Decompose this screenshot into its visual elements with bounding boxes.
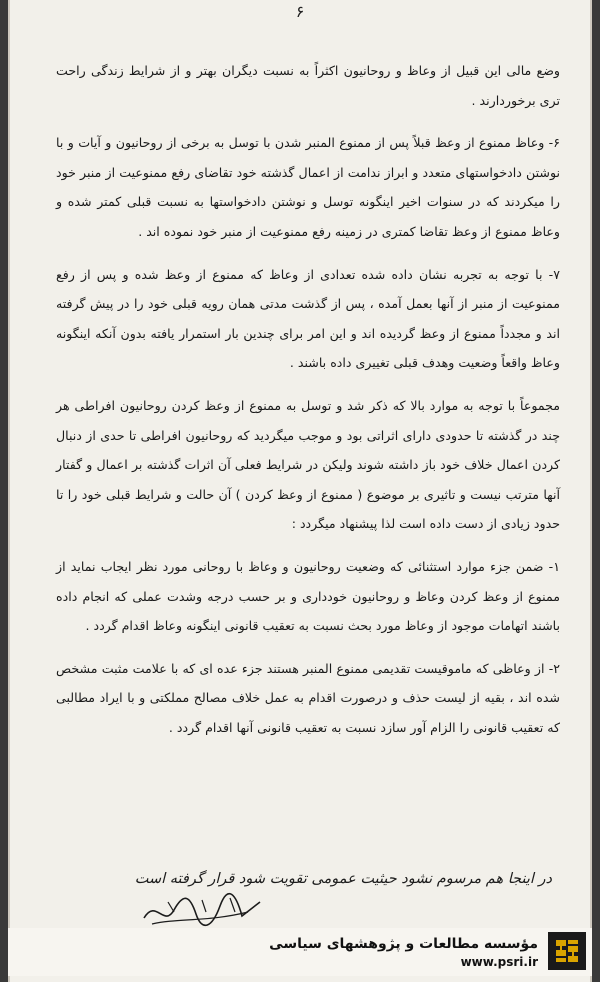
paragraph-intro: وضع مالی این قبیل از وعاظ و روحانیون اکثراً به نسبت دیگران بهتر و از شرایط زندگی راحت تری برخوردارند . (56, 63, 560, 108)
paragraph-item-6: ۶- وعاظ ممنوع از وعظ قبلاً پس از ممنوع المنبر شدن با توسل به برخی از روحانیون و آیات و با نوشتن دادخواستهای متعدد و ابراز ندامت از اعمال گذشته خود تقاضای رفع ممنوعیت از منبر خود را میکردند که در سنوات اخیر اینگونه توسل و نوشتن دادخواستها به نسبت قبلی کمتر شده و وعاظ ممنوع از وعظ تقاضا کمتری در زمینه رفع ممنوعیت از منبر خود نموده اند . (56, 135, 560, 239)
footer-institute: مؤسسه مطالعات و پژوهشهای سیاسی (269, 936, 538, 952)
paragraph-summary: مجموعاً با توجه به موارد بالا که ذکر شد و توسل به ممنوع از وعظ کردن روحانیون افراطی هر چند در گذشته تا حدودی دارای اثراتی بود و موجب میگردید که روحانیون افراطی تا حدی از دنبال کردن اعمال خلاف خود باز داشته شوند ولیکن در شرایط فعلی آن اثرات گذشته بر اعمال و گفتار آنها مترتب نیست و تاثیری بر موضوع ( ممنوع از وعظ کردن ) آن حالت و شرایط قبلی خود را تا حدود زیادی از دست داده است لذا پیشنهاد میگردد : (56, 397, 560, 532)
paragraph-proposal-2: ۲- از وعاظی که ماموقیست تقدیمی ممنوع المنبر هستند جزء عده ای که با علامت مثبت مشخص شده اند ، بقیه از لیست حذف و درصورت اقدام به عمل خلاف مصالح مملکتی و با ایراد مطالبی که تعقیب قانونی را الزام آور سازد نسبت به تعقیب قانونی آنها اقدام گردد . (56, 660, 560, 735)
paragraph-proposal-1: ۱- ضمن جزء موارد استثنائی که وضعیت روحانیون و وعاظ با روحانی مورد نظر ایجاب نماید از ممنوع از وعظ کردن وعاظ و روحانیون خودداری و بر حسب درجه وشدت عملی که انجام داده باشند اتهامات موجود از وعاظ مورد بحث نسبت به تعقیب قانونی اینگونه وعاظ اقدام گردد . (56, 558, 560, 634)
institute-logo-icon (548, 932, 586, 970)
paragraph-item-7: ۷- با توجه به تجربه نشان داده شده تعدادی از وعاظ که ممنوع از وعظ شده و پس از رفع ممنوعیت از منبر از آنها بعمل آمده ، پس از گذشت مدتی همان رویه قبلی خود را در پیش گرفته اند و مجدداً ممنوع از وعظ گردیده اند و این امر برای چندین بار استمرار یافته بدون آنکه اینگونه وعاظ واقعاً وضعیت وهدف قبلی تغییری داده باشند . (56, 266, 560, 371)
document-page (8, 0, 592, 982)
handwritten-note: در اینجا هم مرسوم نشود حیثیت عمومی تقویت شود قرار گرفته است (134, 871, 552, 887)
page-number: ۶ (295, 2, 305, 21)
footer-url[interactable]: www.psri.ir (460, 955, 538, 969)
document-body (56, 56, 560, 755)
